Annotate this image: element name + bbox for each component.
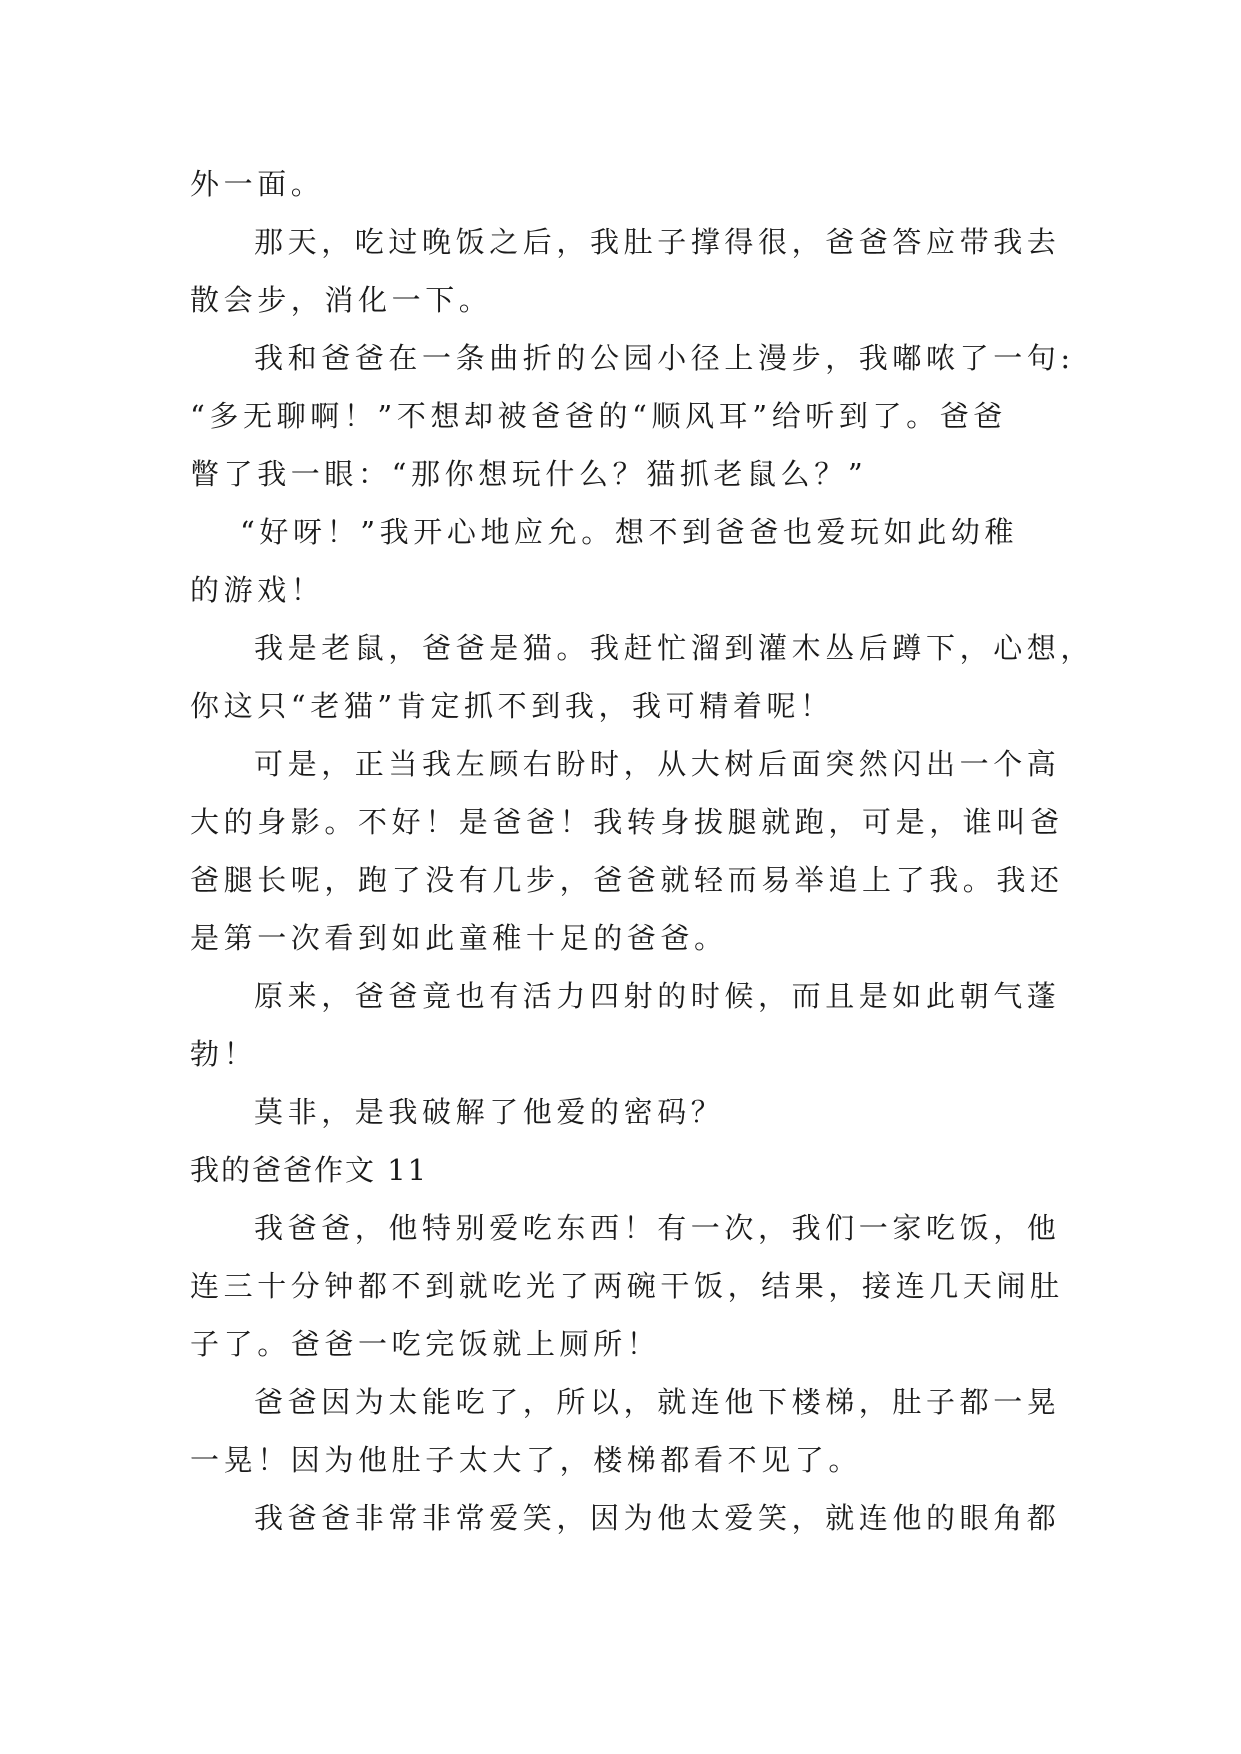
paragraph-line: 子了。爸爸一吃完饭就上厕所！ xyxy=(190,1327,661,1361)
paragraph-line: 莫非，是我破解了他爱的密码？ xyxy=(254,1095,725,1129)
paragraph-line: 连三十分钟都不到就吃光了两碗干饭，结果，接连几天闹肚 xyxy=(190,1269,1064,1303)
paragraph-line: 外一面。 xyxy=(190,167,325,201)
paragraph-line: 瞥了我一眼：“那你想玩什么？猫抓老鼠么？” xyxy=(190,457,868,491)
section-heading: 我的爸爸作文 11 xyxy=(190,1153,429,1187)
paragraph-line: 我爸爸非常非常爱笑，因为他太爱笑，就连他的眼角都 xyxy=(254,1501,1061,1535)
paragraph-line: 是第一次看到如此童稚十足的爸爸。 xyxy=(190,921,728,955)
document-page xyxy=(190,155,1095,1547)
paragraph-line: 我爸爸，他特别爱吃东西！有一次，我们一家吃饭，他 xyxy=(254,1211,1061,1245)
paragraph-line: 可是，正当我左顾右盼时，从大树后面突然闪出一个高 xyxy=(254,747,1061,781)
paragraph-line: 我是老鼠，爸爸是猫。我赶忙溜到灌木丛后蹲下，心想， xyxy=(254,631,1095,665)
paragraph-line: 你这只“老猫”肯定抓不到我，我可精着呢！ xyxy=(190,689,834,723)
paragraph-line: 我和爸爸在一条曲折的公园小径上漫步，我嘟哝了一句: xyxy=(254,341,1075,375)
paragraph-line: 散会步，消化一下。 xyxy=(190,283,493,317)
paragraph-line: 一晃！因为他肚子太大了，楼梯都看不见了。 xyxy=(190,1443,863,1477)
paragraph-line: 爸爸因为太能吃了，所以，就连他下楼梯，肚子都一晃 xyxy=(254,1385,1061,1419)
paragraph-line: 那天，吃过晚饭之后，我肚子撑得很，爸爸答应带我去 xyxy=(254,225,1061,259)
paragraph-line: 原来，爸爸竟也有活力四射的时候，而且是如此朝气蓬 xyxy=(254,979,1061,1013)
paragraph-line: 大的身影。不好！是爸爸！我转身拔腿就跑，可是，谁叫爸 xyxy=(190,805,1064,839)
paragraph-line: “好呀！”我开心地应允。想不到爸爸也爱玩如此幼稚 xyxy=(240,515,1019,549)
paragraph-line: 的游戏！ xyxy=(190,573,325,607)
paragraph-line: 勃！ xyxy=(190,1037,258,1071)
paragraph-line: 爸腿长呢，跑了没有几步，爸爸就轻而易举追上了我。我还 xyxy=(190,863,1064,897)
paragraph-line: “多无聊啊！”不想却被爸爸的“顺风耳”给听到了。爸爸 xyxy=(190,399,1007,433)
